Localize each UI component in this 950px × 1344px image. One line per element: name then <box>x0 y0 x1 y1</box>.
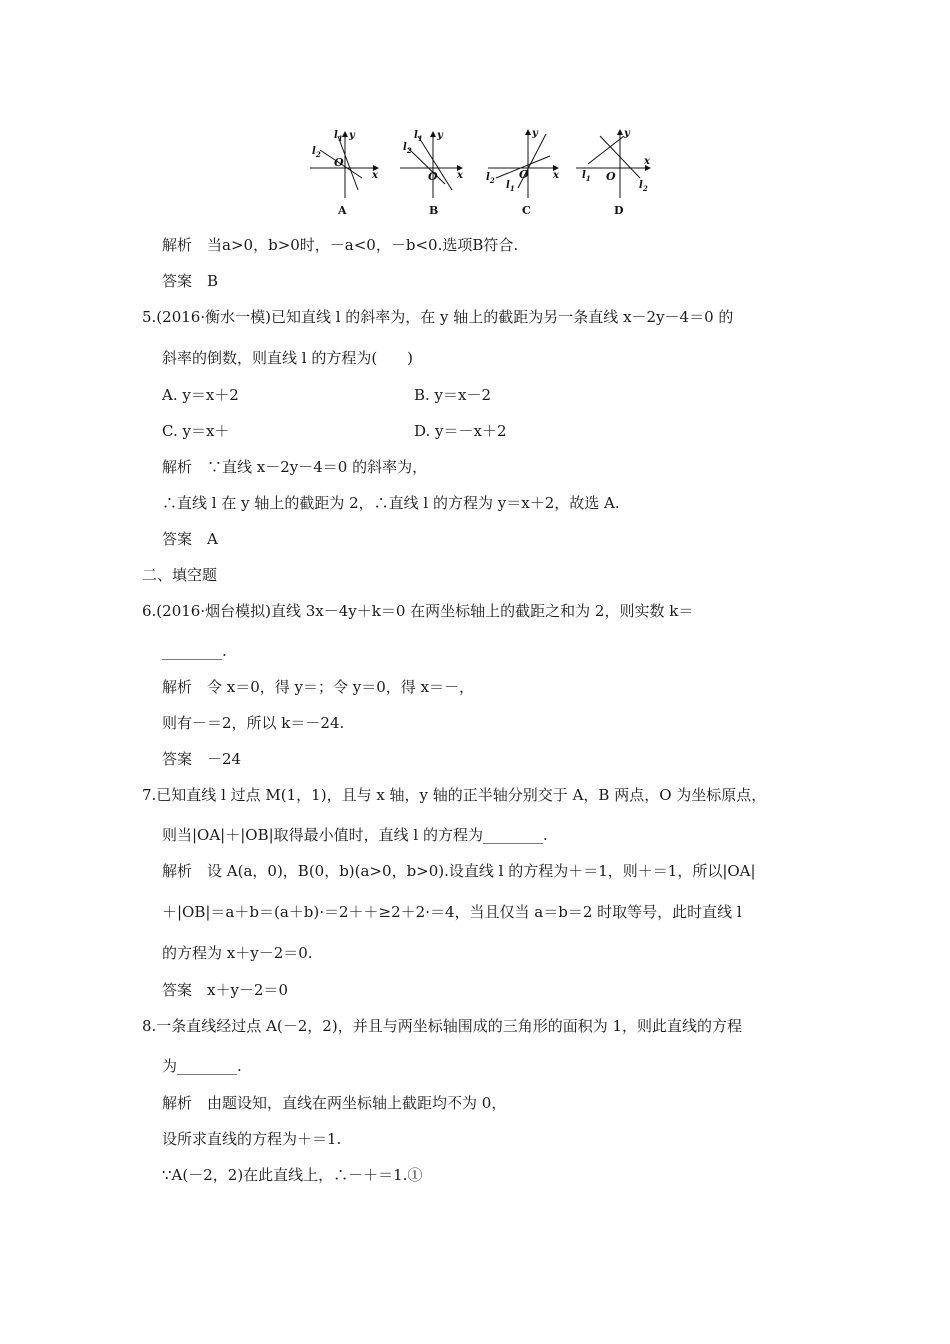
figure-d-label: D <box>614 204 624 217</box>
q5-option-a: A. y＝x＋2 <box>162 386 239 404</box>
q5-option-c: C. y＝x＋ <box>162 422 230 440</box>
svg-text:l1: $l_1$ <box>414 130 423 143</box>
svg-text:l1: $l_1$ <box>334 130 343 143</box>
svg-text:y: y <box>437 130 443 141</box>
figure-b-label: B <box>429 204 439 217</box>
q8-analysis-line3: ∵A(－2，2)在此直线上，∴－＋＝1.① <box>162 1166 423 1184</box>
svg-text:l2: $l_2$ <box>403 142 412 155</box>
svg-text:l2: $l_2$ <box>312 146 321 159</box>
q6-stem-line1: 6.(2016·烟台模拟)直线 3x－4y＋k＝0 在两坐标轴上的截距之和为 2，则实数 k＝ <box>142 602 694 620</box>
q7-answer: 答案 x＋y－2＝0 <box>162 981 289 999</box>
q4-analysis-label: 解析 <box>162 236 193 254</box>
q7-analysis-line2: ＋|OB|＝a＋b＝(a＋b)·＝2＋＋≥2＋2·＝4，当且仅当 a＝b＝2 时取等号，此时直线 l <box>162 903 742 921</box>
q7-stem-line2: 则当|OA|＋|OB|取得最小值时，直线 l 的方程为________. <box>162 826 548 844</box>
svg-text:O: O <box>519 168 529 181</box>
q8-analysis-line1: 解析 由题设知，直线在两坐标轴上截距均不为 0， <box>162 1094 507 1112</box>
figure-d <box>576 128 651 217</box>
svg-text:y: y <box>624 128 630 139</box>
q4-answer <box>162 271 218 291</box>
q4-analysis-text: 当a>0，b>0时，－a<0，－b<0.选项B符合. <box>207 236 519 254</box>
svg-text:l1: $l_1$ <box>582 170 591 183</box>
svg-text:O: O <box>606 170 616 183</box>
q5-analysis-line2: ∴直线 l 在 y 轴上的截距为 2，∴直线 l 的方程为 y＝x＋2，故选 A. <box>162 494 620 512</box>
figure-a-label: A <box>338 204 347 217</box>
figure-c <box>486 128 560 217</box>
q8-analysis-line2: 设所求直线的方程为＋＝1. <box>162 1130 342 1148</box>
q8-stem-line2: 为________. <box>162 1057 242 1075</box>
q8-stem-line1: 8.一条直线经过点 A(－2，2)，并且与两坐标轴围成的三角形的面积为 1，则此直线的方程 <box>142 1017 743 1035</box>
line-graphs-figure <box>300 122 670 222</box>
svg-text:l2: $l_2$ <box>639 180 648 193</box>
q6-blank: ________. <box>162 642 227 660</box>
q5-option-d: D. y＝－x＋2 <box>414 422 507 440</box>
figure-c-label: C <box>522 204 531 217</box>
svg-text:O: O <box>334 156 344 169</box>
svg-text:l1: $l_1$ <box>506 180 515 193</box>
q6-answer: 答案 －24 <box>162 750 242 768</box>
svg-text:y: y <box>532 128 538 139</box>
q7-stem-line1: 7.已知直线 l 过点 M(1，1)，且与 x 轴，y 轴的正半轴分别交于 A，B 两点，O 为坐标原点， <box>142 786 767 804</box>
q4-answer-label: 答案 <box>162 272 193 290</box>
q4-analysis <box>162 235 518 255</box>
figure-a <box>310 130 379 217</box>
q5-option-b: B. y＝x－2 <box>414 386 492 404</box>
svg-text:x: x <box>644 156 650 167</box>
q4-answer-value: B <box>207 272 219 290</box>
figure-b <box>400 130 464 217</box>
q5-stem-line1: 5.(2016·衡水一模)已知直线 l 的斜率为，在 y 轴上的截距为另一条直线 x－2y－4＝0 的 <box>142 308 734 326</box>
q6-analysis-line2: 则有－＝2，所以 k＝－24. <box>162 714 345 732</box>
svg-text:l2: $l_2$ <box>486 172 495 185</box>
q7-analysis-line3: 的方程为 x＋y－2＝0. <box>162 944 313 962</box>
q7-analysis-line1: 解析 设 A(a，0)，B(0，b)(a>0，b>0).设直线 l 的方程为＋＝1，则＋＝1，所以|OA| <box>162 862 756 880</box>
svg-text:x: x <box>372 170 378 181</box>
svg-text:x: x <box>553 170 559 181</box>
svg-text:x: x <box>457 170 463 181</box>
svg-text:y: y <box>349 130 355 141</box>
q5-stem-line2: 斜率的倒数，则直线 l 的方程为( ) <box>162 349 414 367</box>
section-heading: 二、填空题 <box>142 566 218 584</box>
q5-answer: 答案 A <box>162 530 218 548</box>
q5-analysis-line1: 解析 ∵直线 x－2y－4＝0 的斜率为， <box>162 458 428 476</box>
line-graphs-svg <box>300 122 670 222</box>
svg-text:O: O <box>428 170 438 183</box>
q6-analysis-line1: 解析 令 x＝0，得 y＝；令 y＝0，得 x＝－， <box>162 678 475 696</box>
